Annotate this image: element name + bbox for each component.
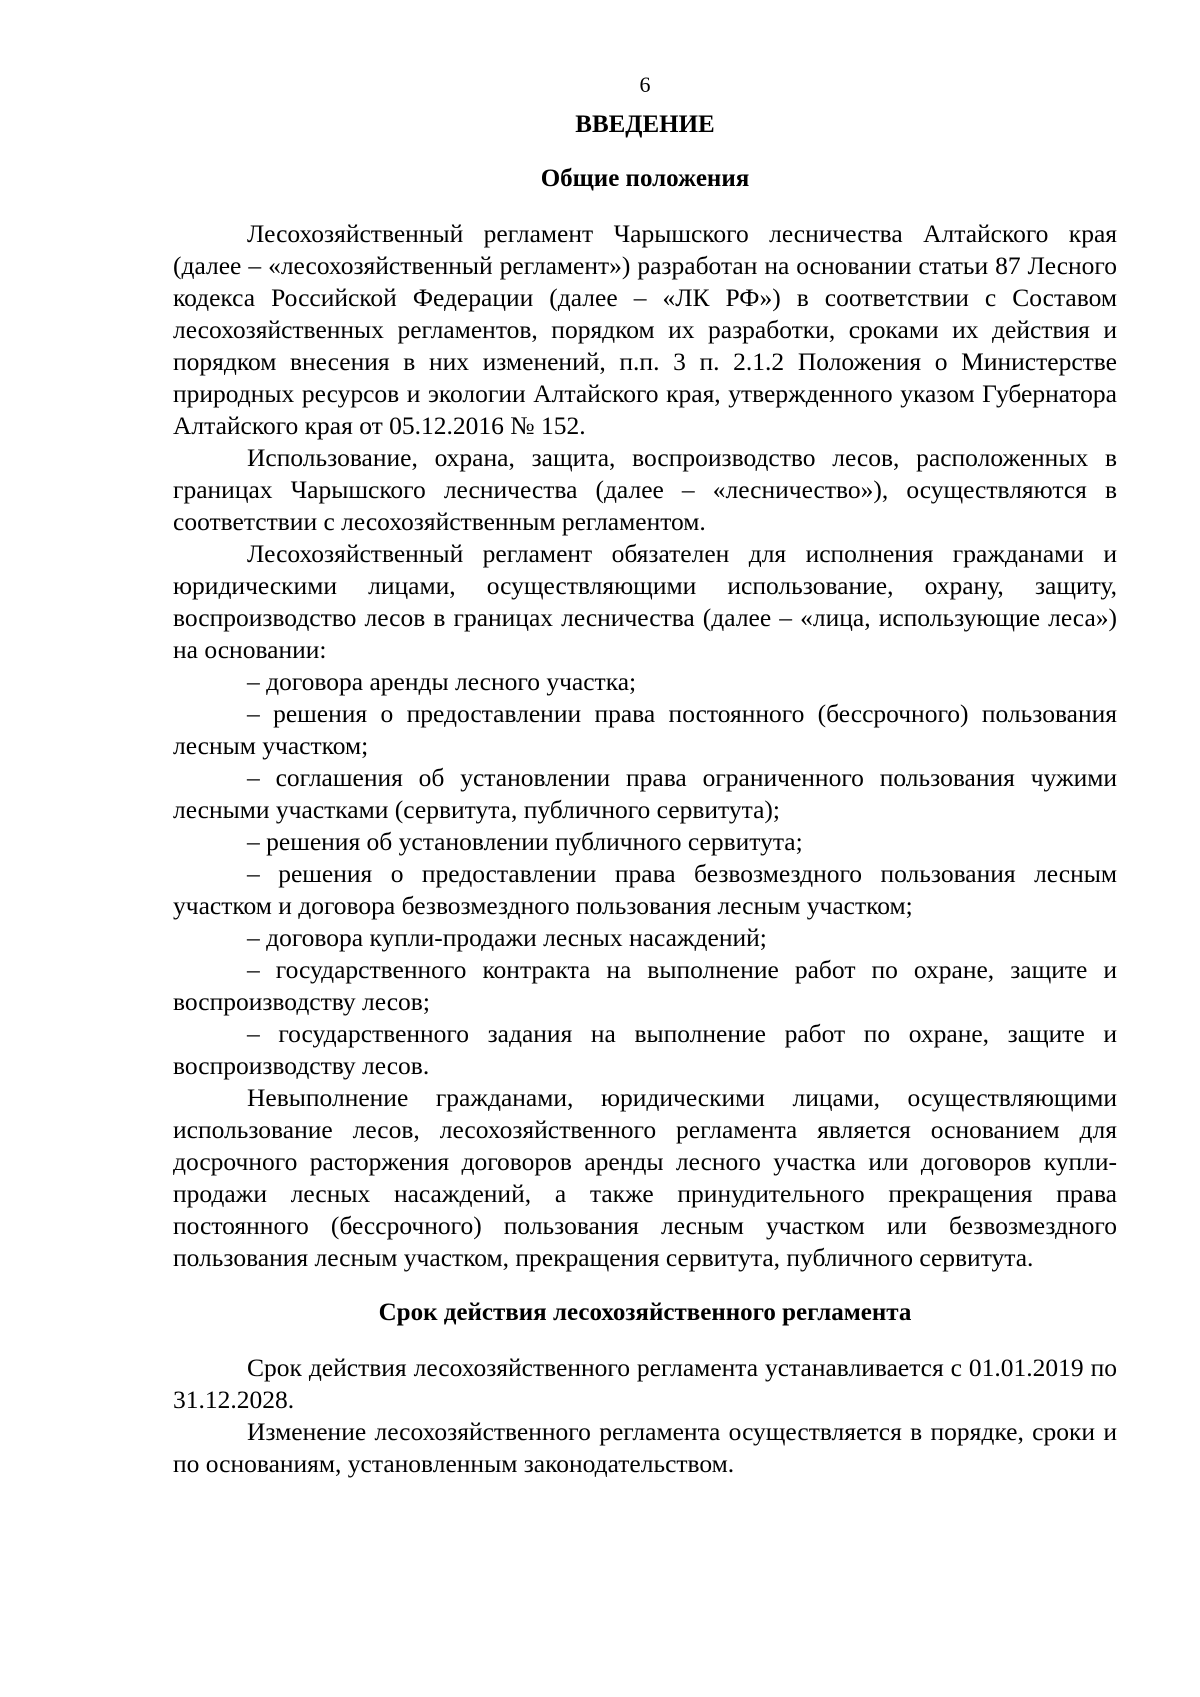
- paragraph-amendment: Изменение лесохозяйственного регламента осуществляется в порядке, сроки и по основаниям, установленным законодательством.: [173, 1417, 1117, 1478]
- section-title-general: Общие положения: [540, 165, 750, 192]
- page-number: 6: [639, 72, 651, 97]
- list-item: – государственного контракта на выполнение работ по охране, защите и воспроизводству лесов;: [173, 955, 1117, 1016]
- document-title: ВВЕДЕНИЕ: [575, 111, 715, 138]
- list-item: – решения о предоставлении права безвозмездного пользования лесным участком и договора безвозмездного пользования лесным участком;: [173, 859, 1117, 920]
- paragraph-obligation: Лесохозяйственный регламент обязателен для исполнения гражданами и юридическими лицами, осуществляющими использование, охрану, защиту, воспроизводство лесов в границах лесничества (далее – «лица, использующие леса») на основании:: [173, 539, 1117, 664]
- list-item: – решения о предоставлении права постоянного (бессрочного) пользования лесным участком;: [173, 699, 1117, 760]
- section-title-term: Срок действия лесохозяйственного регламента: [378, 1299, 912, 1326]
- list-item: – соглашения об установлении права ограниченного пользования чужими лесными участками (сервитута, публичного сервитута);: [173, 763, 1117, 824]
- list-item: – договора купли-продажи лесных насаждений;: [247, 923, 767, 952]
- paragraph-noncompliance: Невыполнение гражданами, юридическими лицами, осуществляющими использование лесов, лесохозяйственного регламента является основанием для досрочного расторжения договоров аренды лесного участка или договоров купли-продажи лесных насаждений, а также принудительного прекращения права постоянного (бессрочного) пользования лесным участком или безвозмездного пользования лесным участком, прекращения сервитута, публичного сервитута.: [173, 1083, 1117, 1272]
- paragraph-intro: Лесохозяйственный регламент Чарышского лесничества Алтайского края (далее – «лесохозяйственный регламент») разработан на основании статьи 87 Лесного кодекса Российской Федерации (далее – «ЛК РФ») в соответствии с Составом лесохозяйственных регламентов, порядком их разработки, сроками их действия и порядком внесения в них изменений, п.п. 3 п. 2.1.2 Положения о Министерстве природных ресурсов и экологии Алтайского края, утвержденного указом Губернатора Алтайского края от 05.12.2016 № 152.: [173, 219, 1117, 440]
- document-page: [173, 70, 1117, 1480]
- list-item: – государственного задания на выполнение работ по охране, защите и воспроизводству лесов.: [173, 1019, 1117, 1080]
- paragraph-usage: Использование, охрана, защита, воспроизводство лесов, расположенных в границах Чарышского лесничества (далее – «лесничество»), осуществляются в соответствии с лесохозяйственным регламентом.: [173, 443, 1117, 536]
- list-item: – договора аренды лесного участка;: [247, 667, 637, 696]
- paragraph-term: Срок действия лесохозяйственного регламента устанавливается с 01.01.2019 по 31.12.2028.: [173, 1353, 1117, 1414]
- list-item: – решения об установлении публичного сервитута;: [247, 827, 803, 856]
